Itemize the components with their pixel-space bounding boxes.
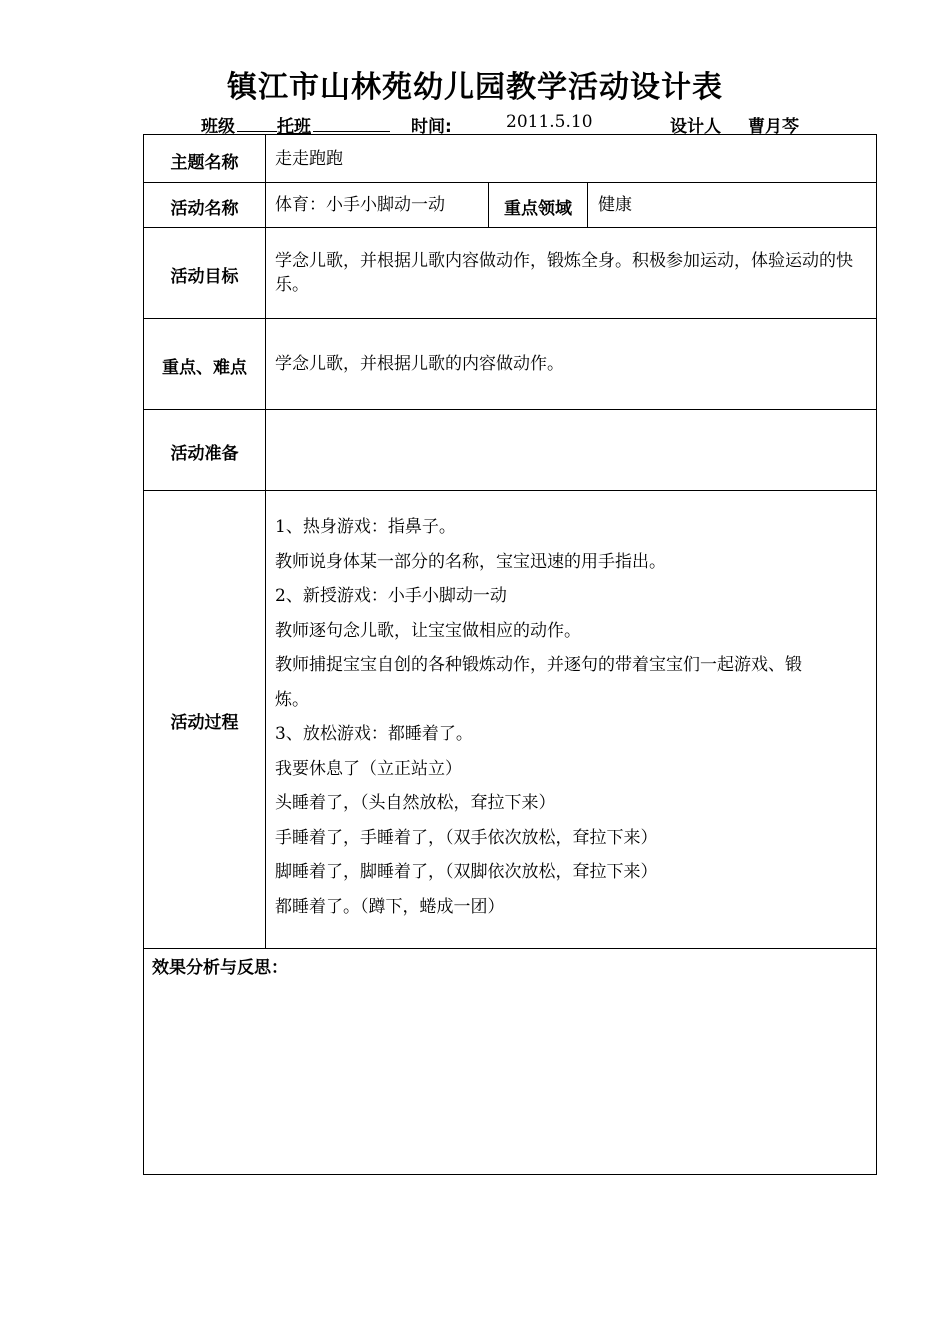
process-content: [275, 510, 873, 924]
row-divider: [143, 182, 877, 183]
class-underline-trail: [313, 112, 390, 132]
row-divider: [143, 490, 877, 491]
process-line: 手睡着了，手睡着了，（双手依次放松，耷拉下来）: [275, 827, 658, 848]
process-line: 1、热身游戏：指鼻子。: [275, 517, 456, 537]
page-title: 镇江市山林苑幼儿园教学活动设计表: [227, 70, 723, 105]
process-label: 活动过程: [170, 713, 239, 733]
column-divider: [587, 182, 588, 227]
label-column-divider: [265, 134, 266, 948]
designer-value: 曹月芩: [748, 117, 799, 137]
process-line: 教师说身体某一部分的名称，宝宝迅速的用手指出。: [275, 551, 666, 572]
process-line: 3、放松游戏：都睡着了。: [275, 724, 473, 744]
activity-label: 活动名称: [170, 199, 239, 219]
theme-value: 走走跑跑: [275, 149, 343, 169]
process-line: 脚睡着了，脚睡着了，（双脚依次放松，耷拉下来）: [275, 862, 658, 882]
goal-label: 活动目标: [170, 267, 239, 287]
class-value: 托班: [277, 117, 311, 137]
class-underline: [237, 112, 277, 132]
row-divider: [143, 318, 877, 319]
process-line: 教师捕捉宝宝自创的各种锻炼动作，并逐句的带着宝宝们一起游戏、锻: [275, 655, 802, 675]
designer-label: 设计人: [670, 117, 721, 137]
process-line: 2、新授游戏：小手小脚动一动: [275, 586, 507, 606]
process-line: 教师逐句念儿歌，让宝宝做相应的动作。: [275, 620, 581, 641]
theme-label: 主题名称: [170, 153, 239, 173]
time-value: 2011.5.10: [506, 112, 593, 132]
process-line: 炼。: [275, 689, 309, 710]
focus-label: 重点领域: [504, 199, 572, 219]
preparation-label: 活动准备: [170, 444, 239, 464]
process-line: 都睡着了。（蹲下，蜷成一团）: [275, 896, 505, 917]
process-line: 我要休息了（立正站立）: [275, 758, 462, 779]
focus-value: 健康: [598, 195, 632, 215]
row-divider: [143, 948, 877, 949]
activity-value: 体育：小手小脚动一动: [275, 195, 445, 215]
row-divider: [143, 409, 877, 410]
class-label: 班级: [201, 117, 235, 137]
key-points-label: 重点、难点: [162, 358, 247, 378]
goal-value: 学念儿歌，并根据儿歌内容做动作，锻炼全身。积极参加运动，体验运动的快乐。: [275, 251, 853, 295]
effect-label: 效果分析与反思：: [152, 958, 288, 978]
time-label: 时间:: [411, 117, 452, 137]
key-points-value: 学念儿歌，并根据儿歌的内容做动作。: [275, 354, 564, 374]
process-line: 头睡着了，（头自然放松，耷拉下来）: [275, 793, 556, 813]
row-divider: [143, 227, 877, 228]
